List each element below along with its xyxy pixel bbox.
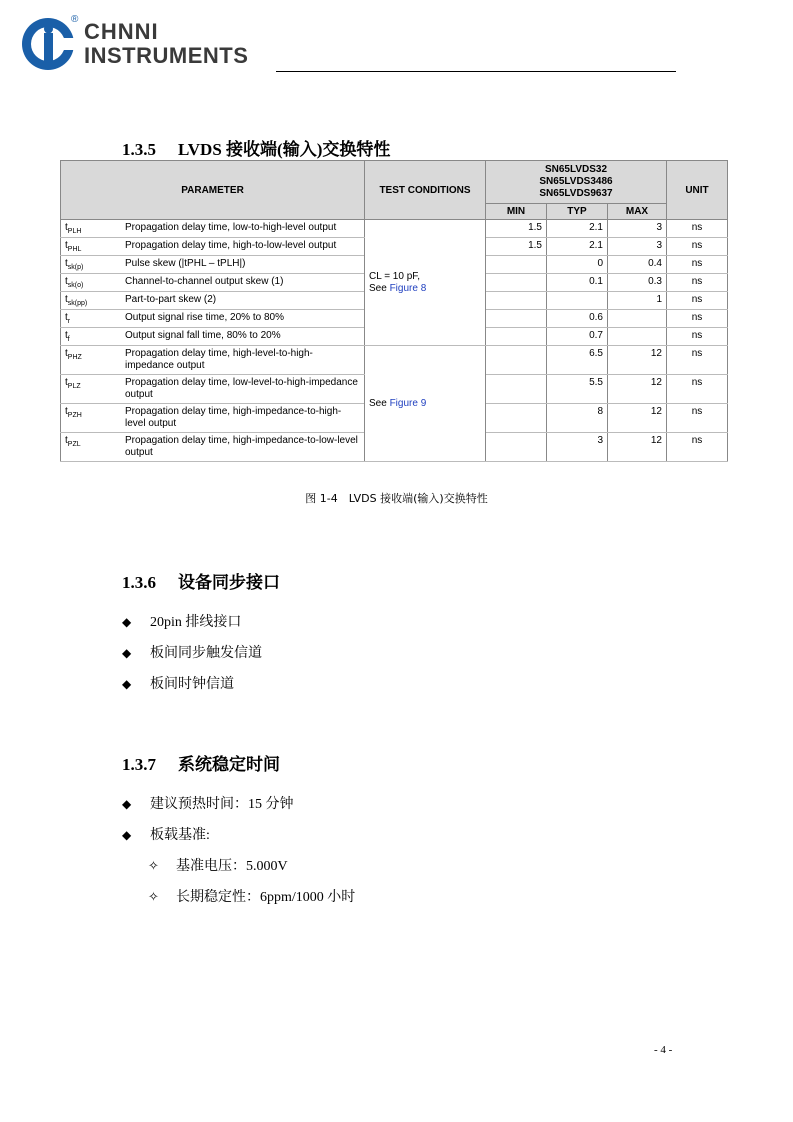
value-max: 0.4 — [608, 256, 667, 274]
symbol-base: t — [65, 258, 68, 269]
symbol-subscript: PLH — [67, 228, 82, 235]
symbol-subscript: PHZ — [67, 354, 82, 361]
symbol-subscript: sk(pp) — [67, 300, 88, 307]
value-typ — [547, 292, 608, 310]
param-symbol — [61, 238, 122, 256]
value-min — [486, 310, 547, 328]
param-description: Channel-to-channel output skew (1) — [121, 274, 365, 292]
star-bullet-icon: ✧ — [148, 889, 159, 904]
param-description: Propagation delay time, low-level-to-high-impedance output — [121, 375, 365, 404]
value-max: 3 — [608, 220, 667, 238]
col-typ: TYP — [547, 204, 608, 220]
value-max: 12 — [608, 433, 667, 462]
section-heading-1-3-7 — [122, 750, 280, 775]
symbol-base: t — [65, 377, 68, 388]
value-min — [486, 328, 547, 346]
value-unit: ns — [667, 346, 728, 375]
figure-8-link[interactable]: Figure 8 — [389, 282, 427, 294]
value-typ: 8 — [547, 404, 608, 433]
diamond-bullet-icon: ◆ — [122, 615, 132, 629]
value-max: 1 — [608, 292, 667, 310]
value-typ: 0.7 — [547, 328, 608, 346]
param-description: Propagation delay time, high-level-to-high-impedance output — [121, 346, 365, 375]
symbol-subscript: sk(o) — [67, 282, 84, 289]
table-row — [61, 346, 728, 375]
diamond-bullet-icon: ◆ — [122, 646, 132, 660]
value-min — [486, 404, 547, 433]
param-description: Pulse skew (|tPHL – tPLH|) — [121, 256, 365, 274]
value-unit: ns — [667, 238, 728, 256]
star-bullet-icon: ✧ — [148, 858, 159, 873]
param-symbol — [61, 404, 122, 433]
value-min — [486, 375, 547, 404]
param-symbol — [61, 292, 122, 310]
symbol-base: t — [65, 348, 68, 359]
value-typ: 5.5 — [547, 375, 608, 404]
value-unit: ns — [667, 292, 728, 310]
list-item-text: 板载基准: — [150, 828, 210, 843]
section-number: 1.3.6 — [122, 573, 156, 592]
cond-see: See — [369, 282, 390, 294]
value-unit: ns — [667, 404, 728, 433]
param-symbol — [61, 346, 122, 375]
value-max — [608, 310, 667, 328]
brand-name — [84, 20, 248, 68]
section-heading-1-3-6 — [122, 568, 280, 593]
symbol-subscript: PHL — [67, 246, 82, 253]
param-description: Output signal fall time, 80% to 20% — [121, 328, 365, 346]
value-typ: 2.1 — [547, 238, 608, 256]
cond-see: See — [369, 397, 390, 409]
value-max: 0.3 — [608, 274, 667, 292]
list-item — [122, 643, 262, 674]
value-min — [486, 346, 547, 375]
list-item — [122, 825, 355, 856]
col-devices: SN65LVDS32 SN65LVDS3486 SN65LVDS9637 — [486, 161, 667, 204]
section-number: 1.3.7 — [122, 755, 156, 774]
symbol-base: t — [65, 240, 68, 251]
value-max: 12 — [608, 404, 667, 433]
sub-list-item-text: 长期稳定性：6ppm/1000 小时 — [176, 890, 356, 905]
header-rule — [276, 71, 676, 72]
list-item — [122, 674, 262, 705]
param-symbol — [61, 310, 122, 328]
col-max: MAX — [608, 204, 667, 220]
value-max: 12 — [608, 346, 667, 375]
value-max: 3 — [608, 238, 667, 256]
param-symbol — [61, 274, 122, 292]
symbol-subscript: sk(p) — [67, 264, 84, 271]
param-symbol — [61, 220, 122, 238]
list-item-text: 板间同步触发信道 — [150, 646, 262, 661]
stability-list — [122, 794, 355, 918]
value-unit: ns — [667, 274, 728, 292]
section-heading-1-3-5 — [122, 135, 390, 160]
value-unit: ns — [667, 256, 728, 274]
symbol-subscript: PZL — [67, 441, 81, 448]
diamond-bullet-icon: ◆ — [122, 797, 132, 811]
value-unit: ns — [667, 220, 728, 238]
diamond-bullet-icon: ◆ — [122, 677, 132, 691]
col-min: MIN — [486, 204, 547, 220]
symbol-subscript: f — [67, 336, 70, 343]
symbol-base: t — [65, 406, 68, 417]
param-symbol — [61, 256, 122, 274]
col-parameter: PARAMETER — [61, 161, 365, 220]
value-unit: ns — [667, 375, 728, 404]
value-typ: 0.1 — [547, 274, 608, 292]
param-symbol — [61, 433, 122, 462]
value-typ: 6.5 — [547, 346, 608, 375]
value-min: 1.5 — [486, 220, 547, 238]
value-typ: 2.1 — [547, 220, 608, 238]
param-symbol — [61, 328, 122, 346]
section-title: LVDS 接收端(输入)交换特性 — [178, 140, 391, 159]
param-symbol — [61, 375, 122, 404]
list-item — [122, 794, 355, 825]
sub-list-item — [122, 856, 355, 887]
param-description: Part-to-part skew (2) — [121, 292, 365, 310]
list-item-text: 建议预热时间：15 分钟 — [150, 797, 294, 812]
value-max — [608, 328, 667, 346]
page-number: - 4 - — [654, 1044, 673, 1056]
value-min: 1.5 — [486, 238, 547, 256]
figure-9-link[interactable]: Figure 9 — [389, 397, 427, 409]
test-conditions-group-2 — [365, 346, 486, 462]
list-item — [122, 612, 262, 643]
value-min — [486, 256, 547, 274]
sync-interface-list — [122, 612, 262, 705]
symbol-base: t — [65, 276, 68, 287]
param-description: Propagation delay time, high-to-low-level output — [121, 238, 365, 256]
table-row — [61, 220, 728, 238]
col-test-conditions: TEST CONDITIONS — [365, 161, 486, 220]
param-description: Output signal rise time, 20% to 80% — [121, 310, 365, 328]
registered-mark: ® — [71, 14, 79, 25]
list-item-text: 板间时钟信道 — [150, 677, 234, 692]
symbol-subscript: PZH — [67, 412, 82, 419]
sub-list-item — [122, 887, 355, 918]
section-title: 系统稳定时间 — [178, 755, 280, 774]
value-unit: ns — [667, 433, 728, 462]
symbol-base: t — [65, 222, 68, 233]
company-logo — [20, 16, 280, 72]
symbol-base: t — [65, 312, 68, 323]
brand-line-1: CHNNI — [84, 19, 159, 44]
symbol-subscript: r — [67, 318, 71, 325]
param-description: Propagation delay time, low-to-high-level output — [121, 220, 365, 238]
value-unit: ns — [667, 310, 728, 328]
diamond-bullet-icon: ◆ — [122, 828, 132, 842]
figure-caption: 图 1-4 LVDS 接收端(输入)交换特性 — [305, 492, 488, 505]
value-min — [486, 274, 547, 292]
symbol-base: t — [65, 330, 68, 341]
col-unit: UNIT — [667, 161, 728, 220]
symbol-base: t — [65, 435, 68, 446]
param-description: Propagation delay time, high-impedance-to-high-level output — [121, 404, 365, 433]
value-typ: 0 — [547, 256, 608, 274]
value-min — [486, 433, 547, 462]
value-unit: ns — [667, 328, 728, 346]
sub-list-item-text: 基准电压：5.000V — [176, 859, 288, 874]
logo-emblem-icon — [20, 14, 79, 72]
value-min — [486, 292, 547, 310]
value-max: 12 — [608, 375, 667, 404]
value-typ: 0.6 — [547, 310, 608, 328]
list-item-text: 20pin 排线接口 — [150, 615, 242, 630]
value-typ: 3 — [547, 433, 608, 462]
brand-line-2: INSTRUMENTS — [84, 43, 249, 68]
test-conditions-group-1 — [365, 220, 486, 346]
section-title: 设备同步接口 — [178, 573, 280, 592]
symbol-subscript: PLZ — [67, 383, 81, 390]
param-description: Propagation delay time, high-impedance-to-low-level output — [121, 433, 365, 462]
symbol-base: t — [65, 294, 68, 305]
cond-load: CL = 10 pF, — [369, 270, 421, 282]
section-number: 1.3.5 — [122, 140, 156, 159]
lvds-switching-table — [60, 160, 728, 462]
